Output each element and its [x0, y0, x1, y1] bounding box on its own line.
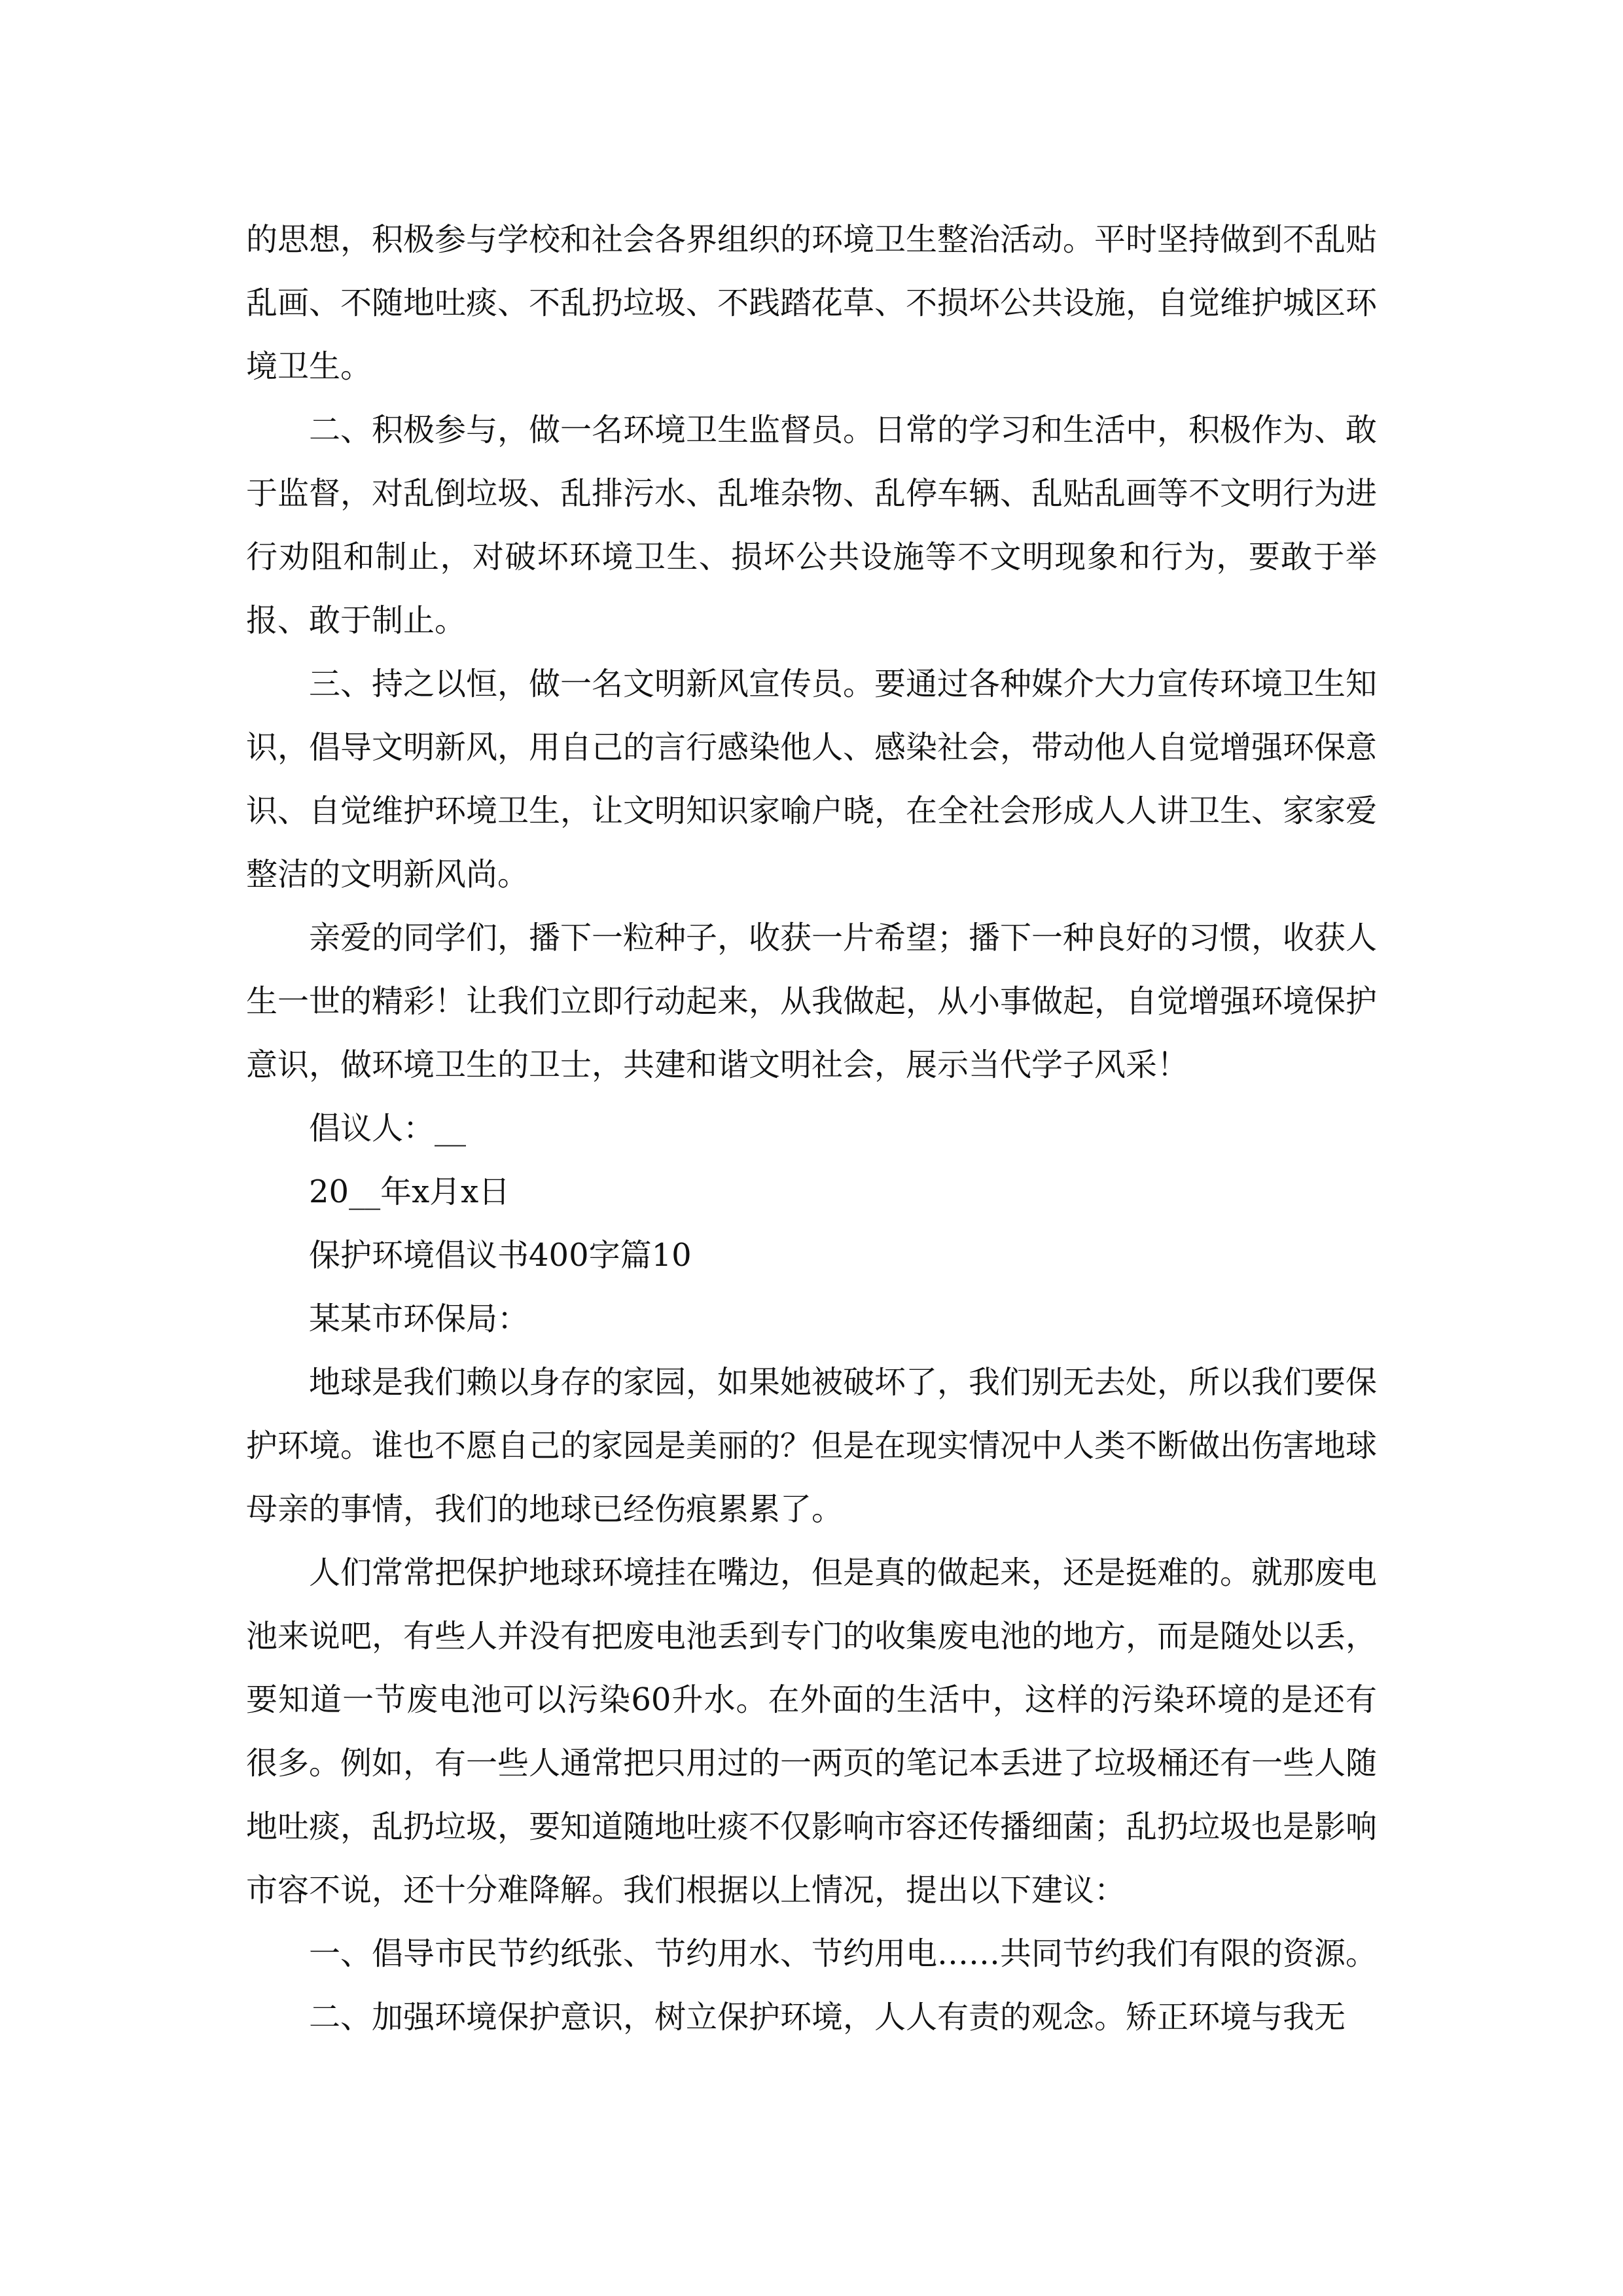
signature-line: 倡议人：__: [309, 1110, 467, 1147]
paragraph-point-three: 三、持之以恒，做一名文明新风宣传员。要通过各种媒介大力宣传环境卫生知识，倡导文明新风，用自己的言行感染他人、感染社会，带动他人自觉增强环保意识、自觉维护环境卫生，让文明知识家喻户晓，在全社会形成人人讲卫生、家家爱整洁的文明新风尚。: [246, 666, 1378, 893]
document-body: [246, 208, 1377, 2049]
section-title: 保护环境倡议书400字篇10: [309, 1237, 692, 1274]
suggestion-one: 一、倡导市民节约纸张、节约用水、节约用电……共同节约我们有限的资源。: [309, 1935, 1378, 1972]
suggestion-two: 二、加强环境保护意识，树立保护环境，人人有责的观念。矫正环境与我无: [309, 1999, 1346, 2036]
date-line: 20__年x月x日: [309, 1174, 510, 1210]
paragraph-point-two: 二、积极参与，做一名环境卫生监督员。日常的学习和生活中，积极作为、敢于监督，对乱倒垃圾、乱排污水、乱堆杂物、乱停车辆、乱贴乱画等不文明行为进行劝阻和制止，对破坏环境卫生、损坏公共设施等不文明现象和行为，要敢于举报、敢于制止。: [246, 412, 1378, 639]
paragraph-earth: 地球是我们赖以身存的家园，如果她被破坏了，我们别无去处，所以我们要保护环境。谁也不愿自己的家园是美丽的？但是在现实情况中人类不断做出伤害地球母亲的事情，我们的地球已经伤痕累累了。: [246, 1364, 1378, 1528]
salutation: 某某市环保局：: [309, 1300, 529, 1337]
paragraph-continuation: 的思想，积极参与学校和社会各界组织的环境卫生整治活动。平时坚持做到不乱贴乱画、不随地吐痰、不乱扔垃圾、不践踏花草、不损坏公共设施，自觉维护城区环境卫生。: [246, 221, 1378, 385]
paragraph-battery: 人们常常把保护地球环境挂在嘴边，但是真的做起来，还是挺难的。就那废电池来说吧，有些人并没有把废电池丢到专门的收集废电池的地方，而是随处以丢，要知道一节废电池可以污染60升水。在外面的生活中，这样的污染环境的是还有很多。例如，有一些人通常把只用过的一两页的笔记本丢进了垃圾桶还有一些人随地吐痰，乱扔垃圾，要知道随地吐痰不仅影响市容还传播细菌；乱扔垃圾也是影响市容不说，还十分难降解。我们根据以上情况，提出以下建议：: [246, 1554, 1378, 1909]
paragraph-appeal: 亲爱的同学们，播下一粒种子，收获一片希望；播下一种良好的习惯，收获人生一世的精彩！让我们立即行动起来，从我做起，从小事做起，自觉增强环境保护意识，做环境卫生的卫士，共建和谐文明社会，展示当代学子风采！: [246, 920, 1378, 1083]
